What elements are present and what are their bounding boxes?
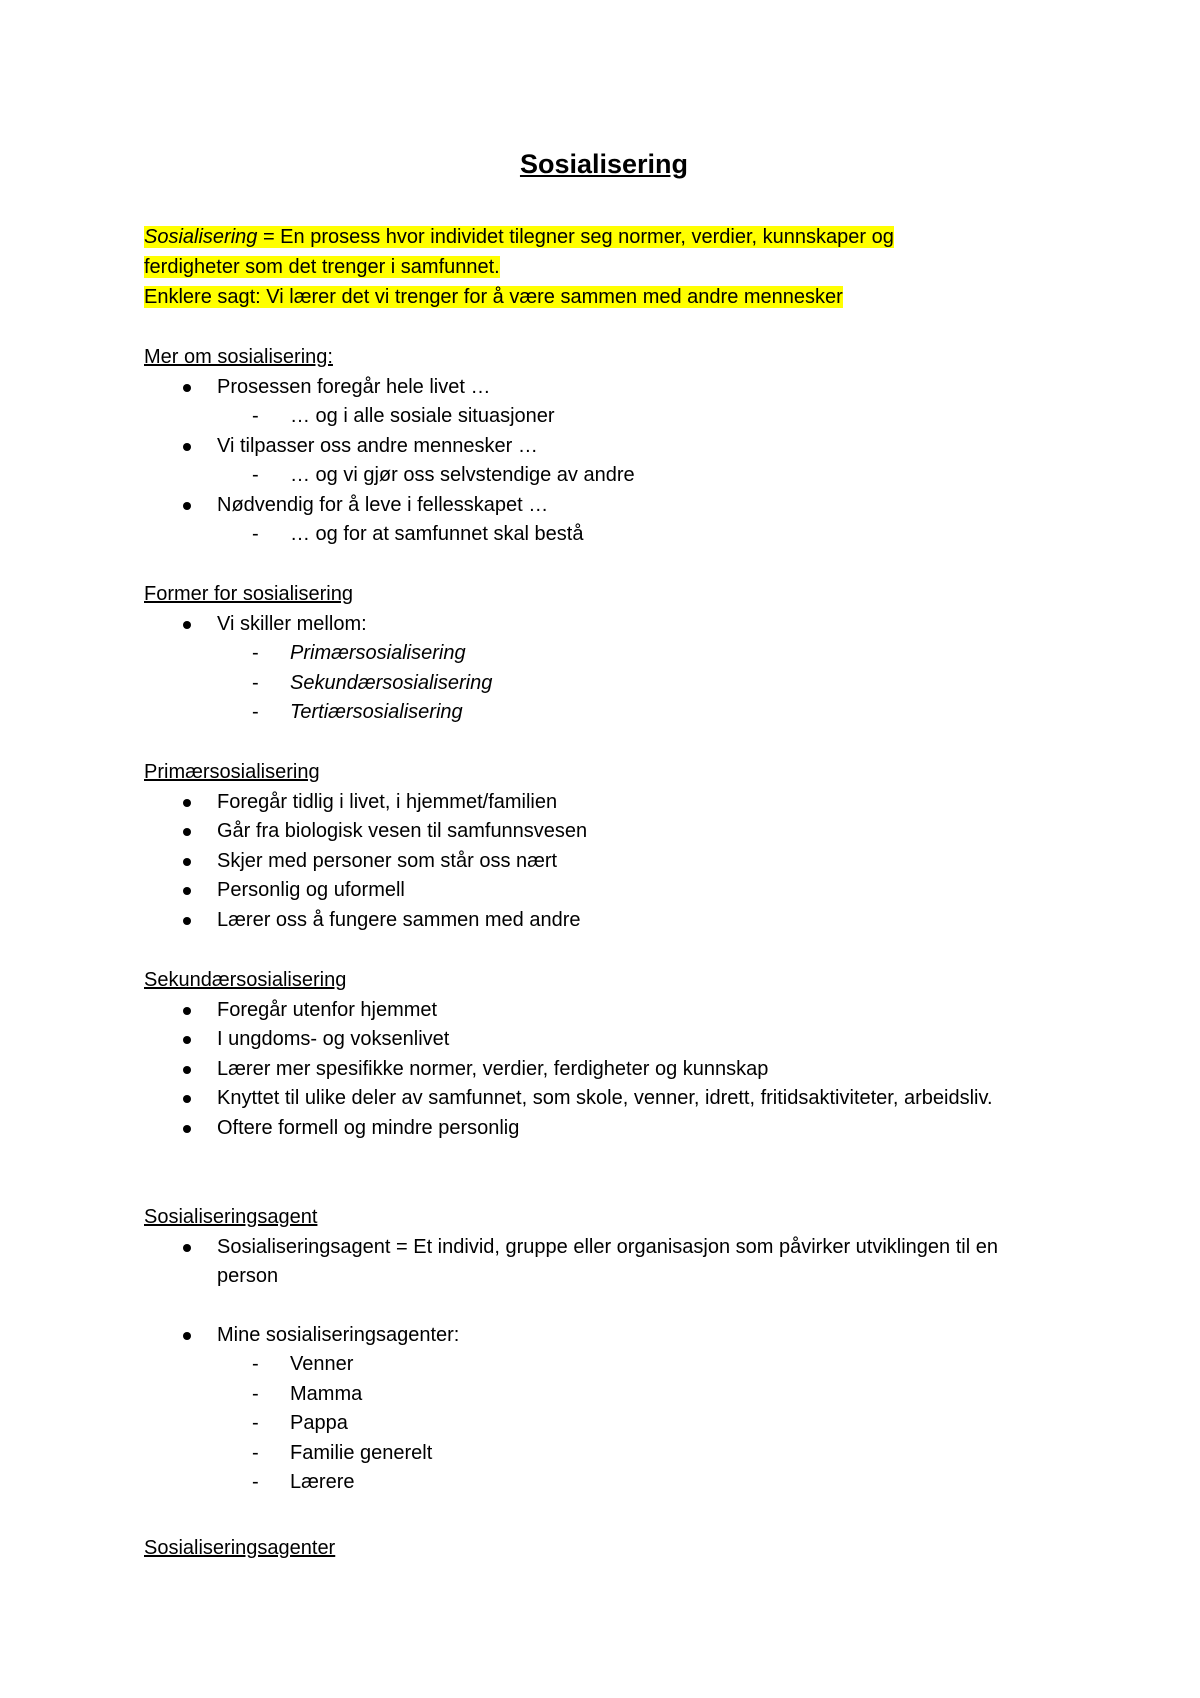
section-primaer [144,758,1064,935]
list-item-text: Tertiærsosialisering [290,701,463,723]
list-item-text: Personlig og uformell [217,879,405,901]
list-item [144,1055,1064,1085]
list-item-text: Primærsosialisering [290,642,466,664]
definition-term: Sosialisering [144,226,258,248]
dash-icon: - [252,523,259,545]
bullet-list [144,788,1064,936]
definition-block [144,222,1024,312]
section-sekundaer [144,966,1064,1143]
list-item [144,1468,1064,1498]
definition-line-1-rest: = En prosess hvor individet tilegner seg normer, verdier, kunnskaper og [257,226,894,248]
list-item-text: I ungdoms- og voksenlivet [217,1028,450,1050]
list-item-text: Sekundærsosialisering [290,671,493,694]
list-item-text: … og i alle sosiale situasjoner [290,405,555,427]
list-item-text: Knyttet til ulike deler av samfunnet, som skole, venner, idrett, fritidsaktiviteter, arbeidsliv. [217,1087,993,1109]
dash-list [144,639,1064,728]
bullet-icon [183,858,191,866]
list-item [144,1439,1064,1469]
list-item-text: Skjer med personer som står oss nært [217,849,558,872]
list-item-text: Mine sosialiseringsagenter: [217,1323,460,1346]
bullet-icon [183,887,191,895]
list-item [144,698,1064,728]
list-item [144,906,1064,936]
definition-line-2: ferdigheter som det trenger i samfunnet. [144,256,500,278]
list-item [144,1409,1064,1439]
section-heading: Primærsosialisering [144,761,320,783]
section-heading: Sosialiseringsagent [144,1206,318,1228]
dash-icon: - [252,701,259,723]
list-item [144,432,1064,462]
section-heading: Sosialiseringsagenter [144,1537,336,1559]
list-item [144,1233,1064,1292]
bullet-icon [183,1066,191,1074]
bullet-icon [183,1244,191,1252]
bullet-list [144,996,1064,1144]
section-agent [144,1203,1064,1498]
list-item-text: Foregår utenfor hjemmet [217,998,438,1021]
list-item [144,1380,1064,1410]
list-item-text: Pappa [290,1412,348,1434]
bullet-list [144,491,1064,521]
bullet-icon [183,917,191,925]
list-item [144,461,1064,491]
dash-icon: - [252,1382,259,1405]
section-former [144,580,1064,728]
bullet-list [144,1321,1064,1351]
list-item [144,520,1064,550]
list-item-text: Venner [290,1353,354,1375]
list-item-text: … og for at samfunnet skal bestå [290,523,584,545]
list-item [144,817,1064,847]
bullet-icon [183,799,191,807]
list-item [144,669,1064,699]
list-item-text: Nødvendig for å leve i fellesskapet … [217,493,549,516]
dash-icon: - [252,464,259,486]
list-item-text: Går fra biologisk vesen til samfunnsvesen [217,820,588,842]
bullet-icon [183,1125,191,1133]
bullet-icon [183,828,191,836]
list-item-text: Familie generelt [290,1441,433,1464]
bullet-icon [183,1007,191,1015]
section-mer-om [144,343,1064,550]
document-page [144,0,1064,1698]
list-item [144,788,1064,818]
bullet-list [144,373,1064,403]
dash-list [144,1350,1064,1498]
list-item-text: Sosialiseringsagent = Et individ, gruppe eller organisasjon som påvirker utviklingen til en person [217,1235,998,1287]
list-item [144,1350,1064,1380]
section-heading: Mer om sosialisering: [144,346,333,368]
dash-icon: - [252,1441,259,1464]
dash-icon: - [252,405,259,427]
bullet-icon [183,1332,191,1340]
dash-icon: - [252,1412,259,1434]
list-item-text: Lærer oss å fungere sammen med andre [217,908,581,931]
list-item-text: Lærere [290,1471,355,1493]
bullet-list [144,432,1064,462]
bullet-icon [183,1036,191,1044]
dash-icon: - [252,1353,259,1375]
bullet-icon [183,1095,191,1103]
bullet-icon [183,502,191,510]
bullet-list [144,610,1064,640]
spacer [144,1292,1064,1321]
list-item-text: Foregår tidlig i livet, i hjemmet/familien [217,790,558,813]
list-item [144,1321,1064,1351]
dash-list [144,461,1064,491]
list-item [144,610,1064,640]
dash-list [144,402,1064,432]
section-agenter [144,1534,1064,1564]
section-heading: Former for sosialisering [144,583,353,605]
list-item [144,373,1064,403]
list-item [144,639,1064,669]
list-item-text: Vi skiller mellom: [217,612,367,635]
list-item-text: … og vi gjør oss selvstendige av andre [290,464,635,486]
list-item-text: Oftere formell og mindre personlig [217,1116,520,1139]
dash-list [144,520,1064,550]
list-item [144,1114,1064,1144]
bullet-list [144,1233,1064,1292]
list-item [144,1084,1064,1114]
dash-icon: - [252,642,259,664]
definition-line-1 [144,226,894,248]
bullet-icon [183,443,191,451]
list-item [144,996,1064,1026]
list-item-text: Mamma [290,1382,363,1405]
list-item [144,876,1064,906]
dash-icon: - [252,671,259,694]
dash-icon: - [252,1471,259,1493]
list-item-text: Vi tilpasser oss andre mennesker … [217,434,538,457]
list-item [144,491,1064,521]
list-item [144,402,1064,432]
bullet-icon [183,384,191,392]
list-item-text: Prosessen foregår hele livet … [217,375,491,398]
list-item-text: Lærer mer spesifikke normer, verdier, ferdigheter og kunnskap [217,1057,769,1080]
list-item [144,1025,1064,1055]
list-item [144,847,1064,877]
section-heading: Sekundærsosialisering [144,969,347,991]
page-title: Sosialisering [519,149,689,179]
bullet-icon [183,621,191,629]
definition-line-3: Enklere sagt: Vi lærer det vi trenger for å være sammen med andre mennesker [144,286,843,308]
